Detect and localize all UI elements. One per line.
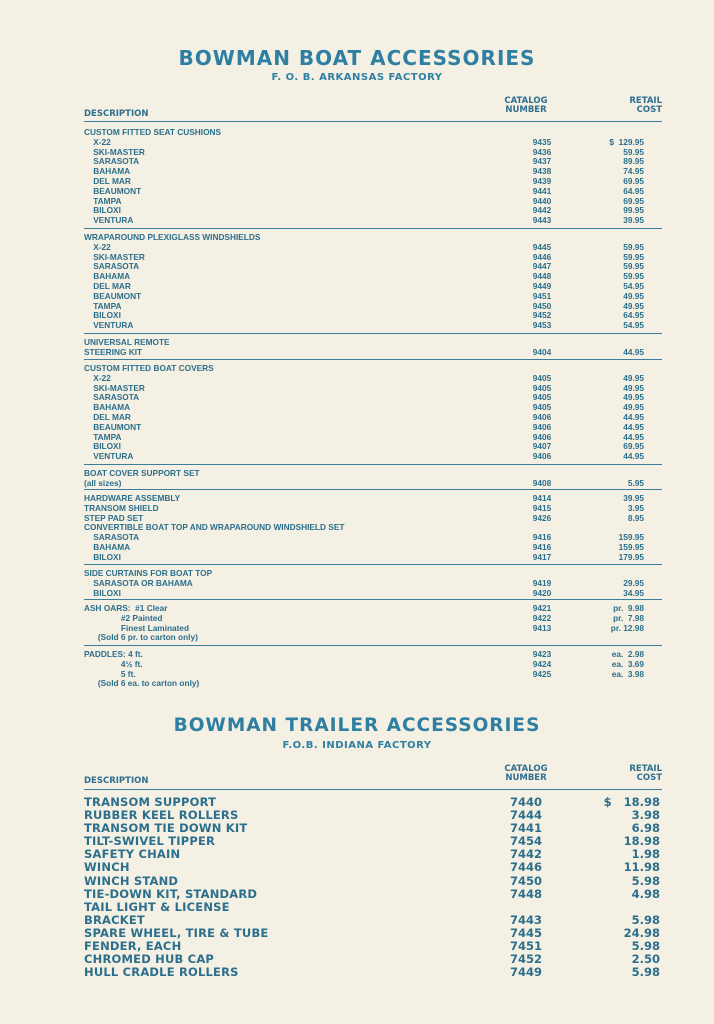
boat-item-description: VENTURA bbox=[84, 320, 134, 331]
boat-item-row bbox=[84, 633, 644, 643]
trailer-item-description: CHROMED HUB CAP bbox=[84, 952, 215, 967]
boat-item-row bbox=[84, 272, 644, 282]
boat-item-row bbox=[84, 393, 644, 403]
boat-item-catalog-number: 9449 bbox=[532, 280, 552, 291]
boat-item-row bbox=[84, 679, 644, 689]
trailer-item-catalog-number: 7452 bbox=[509, 952, 542, 967]
trailer-item-catalog-number: 7442 bbox=[509, 847, 542, 862]
boat-item-catalog-number: 9446 bbox=[532, 251, 552, 262]
boat-item-description: BAHAMA bbox=[84, 402, 131, 413]
boat-item-description: BEAUMONT bbox=[84, 421, 142, 432]
boat-item-row bbox=[84, 311, 644, 321]
trailer-item-row bbox=[84, 966, 664, 979]
trailer-item-row bbox=[84, 875, 664, 888]
trailer-item-description: TILT-SWIVEL TIPPER bbox=[84, 834, 216, 849]
boat-section-rule bbox=[84, 599, 662, 600]
boat-section-rule bbox=[84, 359, 662, 360]
boat-item-row bbox=[84, 469, 644, 479]
boat-item-catalog-number: 9408 bbox=[532, 477, 552, 488]
boat-item-description: BILOXI bbox=[84, 205, 121, 216]
boat-item-description: TAMPA bbox=[84, 300, 122, 311]
boat-item-retail-cost: 49.95 bbox=[623, 402, 644, 413]
boat-item-description: Finest Laminated bbox=[84, 622, 190, 633]
boat-item-description: #2 Painted bbox=[84, 612, 163, 623]
boat-item-description: TAMPA bbox=[84, 431, 122, 442]
boat-item-row bbox=[84, 413, 644, 423]
boat-item-description: 5 ft. bbox=[84, 668, 136, 679]
boat-item-row bbox=[84, 364, 644, 374]
boat-item-description: SKI-MASTER bbox=[84, 146, 145, 157]
trailer-accessories-title: BOWMAN TRAILER ACCESSORIES bbox=[173, 715, 541, 736]
boat-item-retail-cost: 44.95 bbox=[623, 431, 644, 442]
boat-item-row bbox=[84, 253, 644, 263]
trailer-item-retail-cost: 5.98 bbox=[631, 965, 660, 980]
boat-item-description: TAMPA bbox=[84, 195, 122, 206]
boat-item-catalog-number: 9406 bbox=[532, 451, 552, 462]
boat-section-remote-steering bbox=[84, 338, 644, 358]
boat-item-description: X-22 bbox=[84, 241, 111, 252]
boat-item-description: CUSTOM FITTED BOAT COVERS bbox=[84, 363, 214, 373]
boat-col-catalog bbox=[496, 97, 556, 115]
boat-item-description: STEP PAD SET bbox=[84, 512, 144, 523]
trailer-item-description: TRANSOM SUPPORT bbox=[84, 795, 217, 809]
boat-item-description: VENTURA bbox=[84, 451, 134, 462]
boat-item-row bbox=[84, 243, 644, 253]
boat-item-retail-cost: 89.95 bbox=[623, 156, 644, 167]
trailer-item-description: WINCH STAND bbox=[84, 873, 179, 888]
boat-item-catalog-number: 9448 bbox=[532, 271, 552, 282]
boat-item-row bbox=[84, 206, 644, 216]
boat-item-row bbox=[84, 177, 644, 187]
boat-col-catalog-line2: NUMBER bbox=[505, 105, 547, 115]
boat-item-catalog-number: 9452 bbox=[532, 310, 552, 321]
boat-item-retail-cost: pr. 7.98 bbox=[613, 612, 644, 623]
trailer-item-description: TAIL LIGHT & LICENSE bbox=[84, 899, 230, 914]
boat-item-catalog-number: 9406 bbox=[532, 421, 552, 432]
boat-item-description: 4½ ft. bbox=[84, 658, 143, 669]
boat-item-description: BOAT COVER SUPPORT SET bbox=[84, 468, 200, 478]
boat-item-retail-cost: 3.95 bbox=[627, 502, 644, 513]
trailer-item-retail-cost: 18.98 bbox=[623, 834, 660, 849]
trailer-item-catalog-number: 7441 bbox=[509, 821, 542, 836]
trailer-item-row bbox=[84, 914, 664, 927]
trailer-col-retail bbox=[610, 765, 662, 783]
boat-item-description: (all sizes) bbox=[84, 477, 122, 488]
boat-item-catalog-number: 9422 bbox=[532, 612, 552, 623]
trailer-item-retail-cost: 11.98 bbox=[623, 860, 660, 875]
boat-item-retail-cost: 74.95 bbox=[623, 166, 644, 177]
trailer-item-description: WINCH bbox=[84, 860, 130, 875]
boat-item-catalog-number: 9435 bbox=[532, 136, 552, 147]
boat-item-retail-cost: 59.95 bbox=[623, 261, 644, 272]
boat-item-catalog-number: 9405 bbox=[532, 392, 552, 403]
boat-item-description: (Sold 6 ea. to carton only) bbox=[84, 678, 200, 689]
boat-item-row bbox=[84, 348, 644, 358]
trailer-item-description: BRACKET bbox=[84, 912, 145, 927]
boat-section-rule bbox=[84, 645, 662, 646]
boat-item-catalog-number: 9442 bbox=[532, 205, 552, 216]
boat-item-description: BILOXI bbox=[84, 587, 121, 598]
boat-header-rule bbox=[84, 121, 662, 122]
trailer-item-description: TRANSOM TIE DOWN KIT bbox=[84, 821, 248, 836]
boat-col-retail-line1: RETAIL bbox=[629, 96, 662, 106]
boat-item-description: BEAUMONT bbox=[84, 290, 142, 301]
boat-section-rule bbox=[84, 333, 662, 334]
boat-item-retail-cost: 64.95 bbox=[623, 185, 644, 196]
boat-item-row bbox=[84, 233, 644, 243]
trailer-item-description: HULL CRADLE ROLLERS bbox=[84, 965, 239, 980]
trailer-item-row bbox=[84, 901, 664, 914]
boat-item-description: CONVERTIBLE BOAT TOP AND WRAPAROUND WINDSHIELD SET bbox=[84, 522, 345, 533]
trailer-item-retail-cost: 5.98 bbox=[631, 912, 660, 927]
boat-item-catalog-number: 9406 bbox=[532, 431, 552, 442]
boat-section-seat-cushions bbox=[84, 128, 644, 226]
boat-item-retail-cost: 49.95 bbox=[623, 290, 644, 301]
boat-item-catalog-number: 9436 bbox=[532, 146, 552, 157]
boat-item-catalog-number: 9420 bbox=[532, 587, 552, 598]
trailer-item-catalog-number: 7448 bbox=[509, 886, 542, 901]
boat-item-retail-cost: 39.95 bbox=[623, 215, 644, 226]
boat-section-windshields bbox=[84, 233, 644, 331]
boat-item-retail-cost: 59.95 bbox=[623, 271, 644, 282]
trailer-item-retail-cost: 2.50 bbox=[631, 952, 660, 967]
boat-item-catalog-number: 9416 bbox=[532, 541, 552, 552]
boat-item-row bbox=[84, 384, 644, 394]
boat-item-row bbox=[84, 321, 644, 331]
boat-item-retail-cost: 99.95 bbox=[623, 205, 644, 216]
boat-item-description: SARASOTA OR BAHAMA bbox=[84, 577, 193, 588]
boat-item-catalog-number: 9438 bbox=[532, 166, 552, 177]
boat-item-row bbox=[84, 543, 644, 553]
boat-item-catalog-number: 9414 bbox=[532, 493, 552, 503]
boat-item-retail-cost: 49.95 bbox=[623, 392, 644, 403]
boat-item-retail-cost: pr. 9.98 bbox=[613, 603, 644, 613]
boat-item-retail-cost: 179.95 bbox=[618, 551, 644, 562]
boat-item-retail-cost: 44.95 bbox=[623, 451, 644, 462]
boat-item-row bbox=[84, 479, 644, 489]
trailer-item-catalog-number: 7445 bbox=[509, 925, 542, 940]
boat-item-catalog-number: 9416 bbox=[532, 532, 552, 543]
boat-item-description: SARASOTA bbox=[84, 392, 140, 403]
boat-col-retail-line2: COST bbox=[636, 105, 662, 115]
boat-item-retail-cost: 69.95 bbox=[623, 195, 644, 206]
boat-item-retail-cost: 49.95 bbox=[623, 382, 644, 393]
boat-item-row bbox=[84, 262, 644, 272]
boat-item-description: BEAUMONT bbox=[84, 185, 142, 196]
boat-item-description: BILOXI bbox=[84, 441, 121, 452]
boat-item-description: SKI-MASTER bbox=[84, 382, 145, 393]
trailer-col-catalog-line1: CATALOG bbox=[504, 764, 548, 774]
boat-item-retail-cost: 34.95 bbox=[623, 587, 644, 598]
trailer-item-catalog-number: 7443 bbox=[509, 912, 542, 927]
boat-item-retail-cost: 5.95 bbox=[627, 477, 644, 488]
boat-item-retail-cost: 69.95 bbox=[623, 175, 644, 186]
boat-item-row bbox=[84, 504, 644, 514]
trailer-item-row bbox=[84, 861, 664, 874]
boat-item-row bbox=[84, 433, 644, 443]
boat-item-catalog-number: 9451 bbox=[532, 290, 552, 301]
boat-item-row bbox=[84, 197, 644, 207]
boat-item-catalog-number: 9407 bbox=[532, 441, 552, 452]
boat-item-retail-cost: 49.95 bbox=[623, 300, 644, 311]
boat-item-catalog-number: 9453 bbox=[532, 320, 552, 331]
boat-item-row bbox=[84, 579, 644, 589]
trailer-item-retail-cost: 3.98 bbox=[631, 808, 660, 823]
boat-item-row bbox=[84, 553, 644, 563]
boat-section-cover-support bbox=[84, 469, 644, 489]
trailer-header-rule bbox=[84, 789, 662, 790]
boat-item-description: TRANSOM SHIELD bbox=[84, 502, 159, 513]
boat-item-retail-cost: 29.95 bbox=[623, 577, 644, 588]
trailer-item-description: SPARE WHEEL, TIRE & TUBE bbox=[84, 925, 269, 940]
boat-item-description: BILOXI bbox=[84, 551, 121, 562]
boat-item-row bbox=[84, 148, 644, 158]
trailer-item-retail-cost: 6.98 bbox=[631, 821, 660, 836]
boat-item-catalog-number: 9443 bbox=[532, 215, 552, 226]
trailer-accessories-list bbox=[84, 796, 664, 979]
boat-item-catalog-number: 9445 bbox=[532, 241, 552, 252]
boat-item-row bbox=[84, 650, 644, 660]
boat-item-description: SARASOTA bbox=[84, 261, 140, 272]
boat-item-description: X-22 bbox=[84, 372, 111, 383]
boat-item-catalog-number: 9441 bbox=[532, 185, 552, 196]
trailer-item-catalog-number: 7450 bbox=[509, 873, 542, 888]
boat-item-description: BILOXI bbox=[84, 310, 121, 321]
trailer-item-row bbox=[84, 888, 664, 901]
boat-item-catalog-number: 9405 bbox=[532, 402, 552, 413]
boat-item-description: STEERING KIT bbox=[84, 346, 143, 357]
trailer-item-retail-cost: $ 18.98 bbox=[603, 795, 660, 809]
boat-item-row bbox=[84, 157, 644, 167]
boat-item-retail-cost: ea. 3.98 bbox=[611, 668, 644, 679]
boat-item-description: PADDLES: 4 ft. bbox=[84, 649, 143, 659]
boat-item-description: HARDWARE ASSEMBLY bbox=[84, 493, 181, 503]
boat-item-catalog-number: 9415 bbox=[532, 502, 552, 513]
trailer-item-description: FENDER, EACH bbox=[84, 939, 182, 954]
boat-item-retail-cost: $ 129.95 bbox=[609, 136, 644, 147]
trailer-item-description: SAFETY CHAIN bbox=[84, 847, 181, 862]
boat-item-catalog-number: 9417 bbox=[532, 551, 552, 562]
boat-item-catalog-number: 9437 bbox=[532, 156, 552, 167]
boat-section-rule bbox=[84, 564, 662, 565]
trailer-col-retail-line2: COST bbox=[636, 773, 662, 783]
boat-item-row bbox=[84, 533, 644, 543]
boat-item-description: DEL MAR bbox=[84, 280, 131, 291]
boat-item-catalog-number: 9421 bbox=[532, 603, 552, 613]
boat-item-row bbox=[84, 442, 644, 452]
boat-item-catalog-number: 9405 bbox=[532, 372, 552, 383]
boat-item-catalog-number: 9450 bbox=[532, 300, 552, 311]
boat-item-retail-cost: 59.95 bbox=[623, 146, 644, 157]
boat-item-row bbox=[84, 302, 644, 312]
boat-item-retail-cost: 59.95 bbox=[623, 251, 644, 262]
boat-item-description: (Sold 6 pr. to carton only) bbox=[84, 632, 198, 643]
boat-item-description: BAHAMA bbox=[84, 541, 131, 552]
boat-item-catalog-number: 9424 bbox=[532, 658, 552, 669]
boat-item-retail-cost: 59.95 bbox=[623, 241, 644, 252]
boat-item-catalog-number: 9425 bbox=[532, 668, 552, 679]
trailer-item-catalog-number: 7449 bbox=[509, 965, 542, 980]
boat-item-catalog-number: 9404 bbox=[532, 346, 552, 357]
boat-item-retail-cost: 8.95 bbox=[627, 512, 644, 523]
trailer-item-retail-cost: 24.98 bbox=[623, 925, 660, 940]
trailer-item-description: RUBBER KEEL ROLLERS bbox=[84, 808, 239, 823]
boat-col-retail bbox=[610, 97, 662, 115]
boat-section-rule bbox=[84, 489, 662, 490]
boat-section-paddles bbox=[84, 650, 644, 689]
trailer-item-catalog-number: 7440 bbox=[509, 795, 542, 809]
boat-item-row bbox=[84, 604, 644, 614]
boat-item-description: SARASOTA bbox=[84, 532, 140, 543]
boat-item-row bbox=[84, 494, 644, 504]
boat-item-row bbox=[84, 187, 644, 197]
boat-item-catalog-number: 9447 bbox=[532, 261, 552, 272]
boat-item-retail-cost: ea. 3.69 bbox=[611, 658, 644, 669]
trailer-col-catalog bbox=[496, 765, 556, 783]
boat-item-row bbox=[84, 128, 644, 138]
boat-item-row bbox=[84, 138, 644, 148]
boat-section-rule bbox=[84, 228, 662, 229]
boat-section-ash-oars bbox=[84, 604, 644, 643]
boat-item-row bbox=[84, 216, 644, 226]
trailer-item-row bbox=[84, 848, 664, 861]
boat-item-description: VENTURA bbox=[84, 215, 134, 226]
boat-item-row bbox=[84, 167, 644, 177]
boat-section-side-curtains bbox=[84, 569, 644, 598]
trailer-item-description: TIE-DOWN KIT, STANDARD bbox=[84, 886, 258, 901]
trailer-item-retail-cost: 4.98 bbox=[631, 886, 660, 901]
boat-item-retail-cost: 49.95 bbox=[623, 372, 644, 383]
boat-item-retail-cost: 159.95 bbox=[618, 541, 644, 552]
trailer-item-retail-cost: 5.98 bbox=[631, 939, 660, 954]
trailer-item-catalog-number: 7454 bbox=[509, 834, 542, 849]
boat-item-retail-cost: 54.95 bbox=[623, 320, 644, 331]
boat-item-catalog-number: 9423 bbox=[532, 649, 552, 659]
boat-item-row bbox=[84, 374, 644, 384]
trailer-item-catalog-number: 7451 bbox=[509, 939, 542, 954]
boat-item-catalog-number: 9439 bbox=[532, 175, 552, 186]
boat-item-retail-cost: 64.95 bbox=[623, 310, 644, 321]
boat-item-row bbox=[84, 660, 644, 670]
boat-item-row bbox=[84, 452, 644, 462]
boat-item-description: X-22 bbox=[84, 136, 111, 147]
boat-item-description: WRAPAROUND PLEXIGLASS WINDSHIELDS bbox=[84, 232, 261, 242]
boat-accessories-title: BOWMAN BOAT ACCESSORIES bbox=[178, 46, 536, 70]
trailer-col-retail-line1: RETAIL bbox=[629, 764, 662, 774]
boat-item-retail-cost: 44.95 bbox=[623, 421, 644, 432]
boat-item-retail-cost: 54.95 bbox=[623, 280, 644, 291]
boat-item-description: DEL MAR bbox=[84, 411, 131, 422]
boat-item-description: CUSTOM FITTED SEAT CUSHIONS bbox=[84, 127, 222, 137]
boat-item-catalog-number: 9413 bbox=[532, 622, 552, 633]
boat-item-row bbox=[84, 338, 644, 348]
boat-item-description: BAHAMA bbox=[84, 271, 131, 282]
boat-item-catalog-number: 9406 bbox=[532, 411, 552, 422]
trailer-item-catalog-number: 7444 bbox=[509, 808, 542, 823]
trailer-item-retail-cost: 1.98 bbox=[631, 847, 660, 862]
boat-item-row bbox=[84, 403, 644, 413]
boat-section-hardware-and-tops bbox=[84, 494, 644, 563]
boat-item-row bbox=[84, 282, 644, 292]
trailer-accessories-subtitle: F.O.B. INDIANA FACTORY bbox=[282, 740, 432, 751]
boat-item-retail-cost: 44.95 bbox=[623, 346, 644, 357]
boat-item-description: SARASOTA bbox=[84, 156, 140, 167]
boat-item-catalog-number: 9440 bbox=[532, 195, 552, 206]
boat-col-catalog-line1: CATALOG bbox=[504, 96, 548, 106]
boat-item-row bbox=[84, 523, 644, 533]
boat-item-catalog-number: 9426 bbox=[532, 512, 552, 523]
boat-item-description: BAHAMA bbox=[84, 166, 131, 177]
trailer-item-retail-cost: 5.98 bbox=[631, 873, 660, 888]
boat-item-catalog-number: 9405 bbox=[532, 382, 552, 393]
boat-item-catalog-number: 9419 bbox=[532, 577, 552, 588]
boat-item-row bbox=[84, 589, 644, 599]
boat-col-description: DESCRIPTION bbox=[84, 109, 149, 119]
boat-item-retail-cost: 39.95 bbox=[623, 493, 644, 503]
boat-accessories-subtitle: F. O. B. ARKANSAS FACTORY bbox=[271, 72, 443, 83]
boat-item-description: SKI-MASTER bbox=[84, 251, 145, 262]
boat-item-retail-cost: pr. 12.98 bbox=[610, 622, 644, 633]
boat-item-retail-cost: 44.95 bbox=[623, 411, 644, 422]
bleed-through-text bbox=[330, 100, 336, 119]
boat-item-retail-cost: 159.95 bbox=[618, 532, 644, 543]
boat-item-description: ASH OARS: #1 Clear bbox=[84, 603, 168, 613]
boat-item-row bbox=[84, 423, 644, 433]
boat-item-description: DEL MAR bbox=[84, 175, 131, 186]
boat-item-row bbox=[84, 292, 644, 302]
boat-section-rule bbox=[84, 464, 662, 465]
trailer-col-catalog-line2: NUMBER bbox=[505, 773, 547, 783]
boat-item-description: UNIVERSAL REMOTE bbox=[84, 337, 170, 347]
boat-section-boat-covers bbox=[84, 364, 644, 462]
boat-item-description: SIDE CURTAINS FOR BOAT TOP bbox=[84, 568, 213, 578]
trailer-col-description: DESCRIPTION bbox=[84, 776, 149, 786]
boat-item-retail-cost: ea. 2.98 bbox=[611, 649, 644, 659]
boat-item-retail-cost: 69.95 bbox=[623, 441, 644, 452]
trailer-item-catalog-number: 7446 bbox=[509, 860, 542, 875]
